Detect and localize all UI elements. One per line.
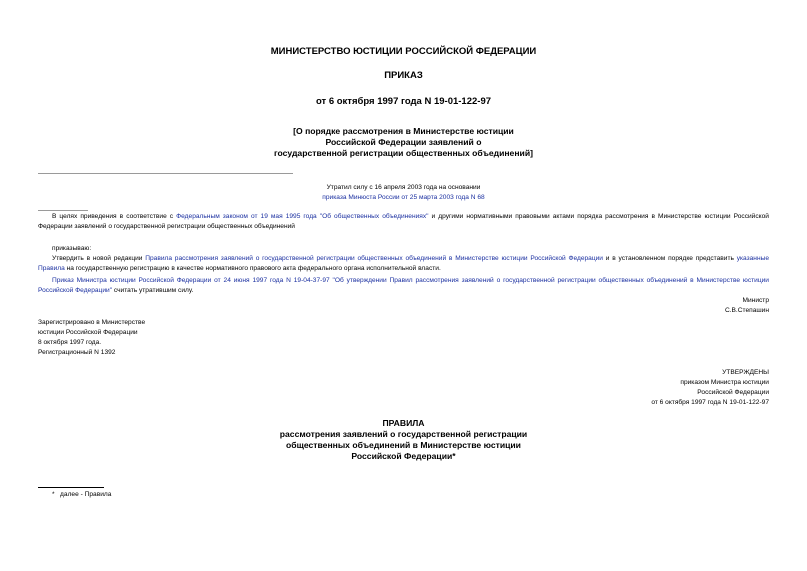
approved-block [500, 368, 769, 408]
rules-title-line: общественных объединений в Министерстве юстиции [286, 440, 521, 450]
clause-2-text: считать утратившим силу. [112, 287, 194, 294]
footnote-separator [38, 487, 104, 488]
signature-position: Министр [742, 297, 769, 304]
short-separator-line [38, 210, 88, 211]
federal-law-link[interactable]: Федеральным законом от 19 мая 1995 года "Об общественных объединениях" [176, 213, 429, 220]
approved-line: приказом Министра юстиции [680, 379, 769, 386]
signature-name: С.В.Степашин [724, 307, 769, 314]
approved-line: УТВЕРЖДЕНЫ [722, 369, 769, 376]
clause-1-paragraph [38, 254, 769, 274]
order-title [0, 126, 807, 159]
rules-title-line: рассмотрения заявлений о государственной регистрации [279, 429, 528, 439]
order-title-line: Российской Федерации заявлений о [325, 137, 482, 147]
preamble-paragraph [38, 212, 769, 232]
rules-title [0, 418, 807, 462]
registration-block [38, 318, 338, 358]
doc-type-heading: ПРИКАЗ [384, 70, 423, 81]
rules-title-line: Российской Федерации* [351, 451, 456, 461]
registration-line: 8 октября 1997 года. [38, 339, 102, 346]
status-text: Утратил силу с 16 апреля 2003 года на основании [326, 184, 481, 191]
preamble-text: и другими нормативными правовыми актами порядка рассмотрения в Министерстве юстиции Российской Федерации заявлений о государственной регистрации общественных объединений [38, 213, 769, 230]
clause-1-text: Утвердить в новой редакции [52, 255, 146, 262]
order-title-line: государственной регистрации общественных объединений] [274, 148, 533, 158]
rules-link[interactable]: Правила рассмотрения заявлений о государственной регистрации общественных объединений в Министерстве юстиции Российской Федерации [145, 255, 603, 262]
rules-title-line: ПРАВИЛА [382, 418, 425, 428]
signature-block [500, 296, 769, 316]
previous-order-link[interactable]: Приказ Министра юстиции Российской Федерации от 24 июня 1997 года N 19-04-37-97 "Об утверждении Правил рассмотрения заявлений о государственной регистрации общественных объединений в Министерстве юстиции Российской Федерации" [38, 277, 769, 294]
approved-line: Российской Федерации [697, 389, 769, 396]
clause-1-text: и в установленном порядке представить [603, 255, 737, 262]
footnote-text: * далее - Правила [52, 491, 112, 498]
separator-line [38, 173, 293, 174]
order-word: приказываю: [52, 245, 92, 252]
registration-line: Регистрационный N 1392 [38, 349, 116, 356]
status-block [0, 183, 807, 203]
clause-2-paragraph [38, 276, 769, 296]
clause-1-text: на государственную регистрацию в качестве нормативного правового акта федерального органа исполнительной власти. [64, 265, 441, 272]
ministry-heading: МИНИСТЕРСТВО ЮСТИЦИИ РОССИЙСКОЙ ФЕДЕРАЦИИ [270, 46, 537, 57]
approved-line: от 6 октября 1997 года N 19-01-122-97 [651, 399, 769, 406]
registration-line: Зарегистрировано в Министерстве [38, 319, 146, 326]
order-date-number: от 6 октября 1997 года N 19-01-122-97 [315, 96, 492, 107]
repeal-order-link[interactable]: приказа Минюста России от 25 марта 2003 года N 68 [322, 194, 485, 201]
said-rules-link[interactable]: указанные Правила [38, 255, 769, 272]
preamble-text: В целях приведения в соответствие с [52, 213, 177, 220]
registration-line: юстиции Российской Федерации [38, 329, 138, 336]
order-title-line: [О порядке рассмотрения в Министерстве юстиции [293, 126, 514, 136]
